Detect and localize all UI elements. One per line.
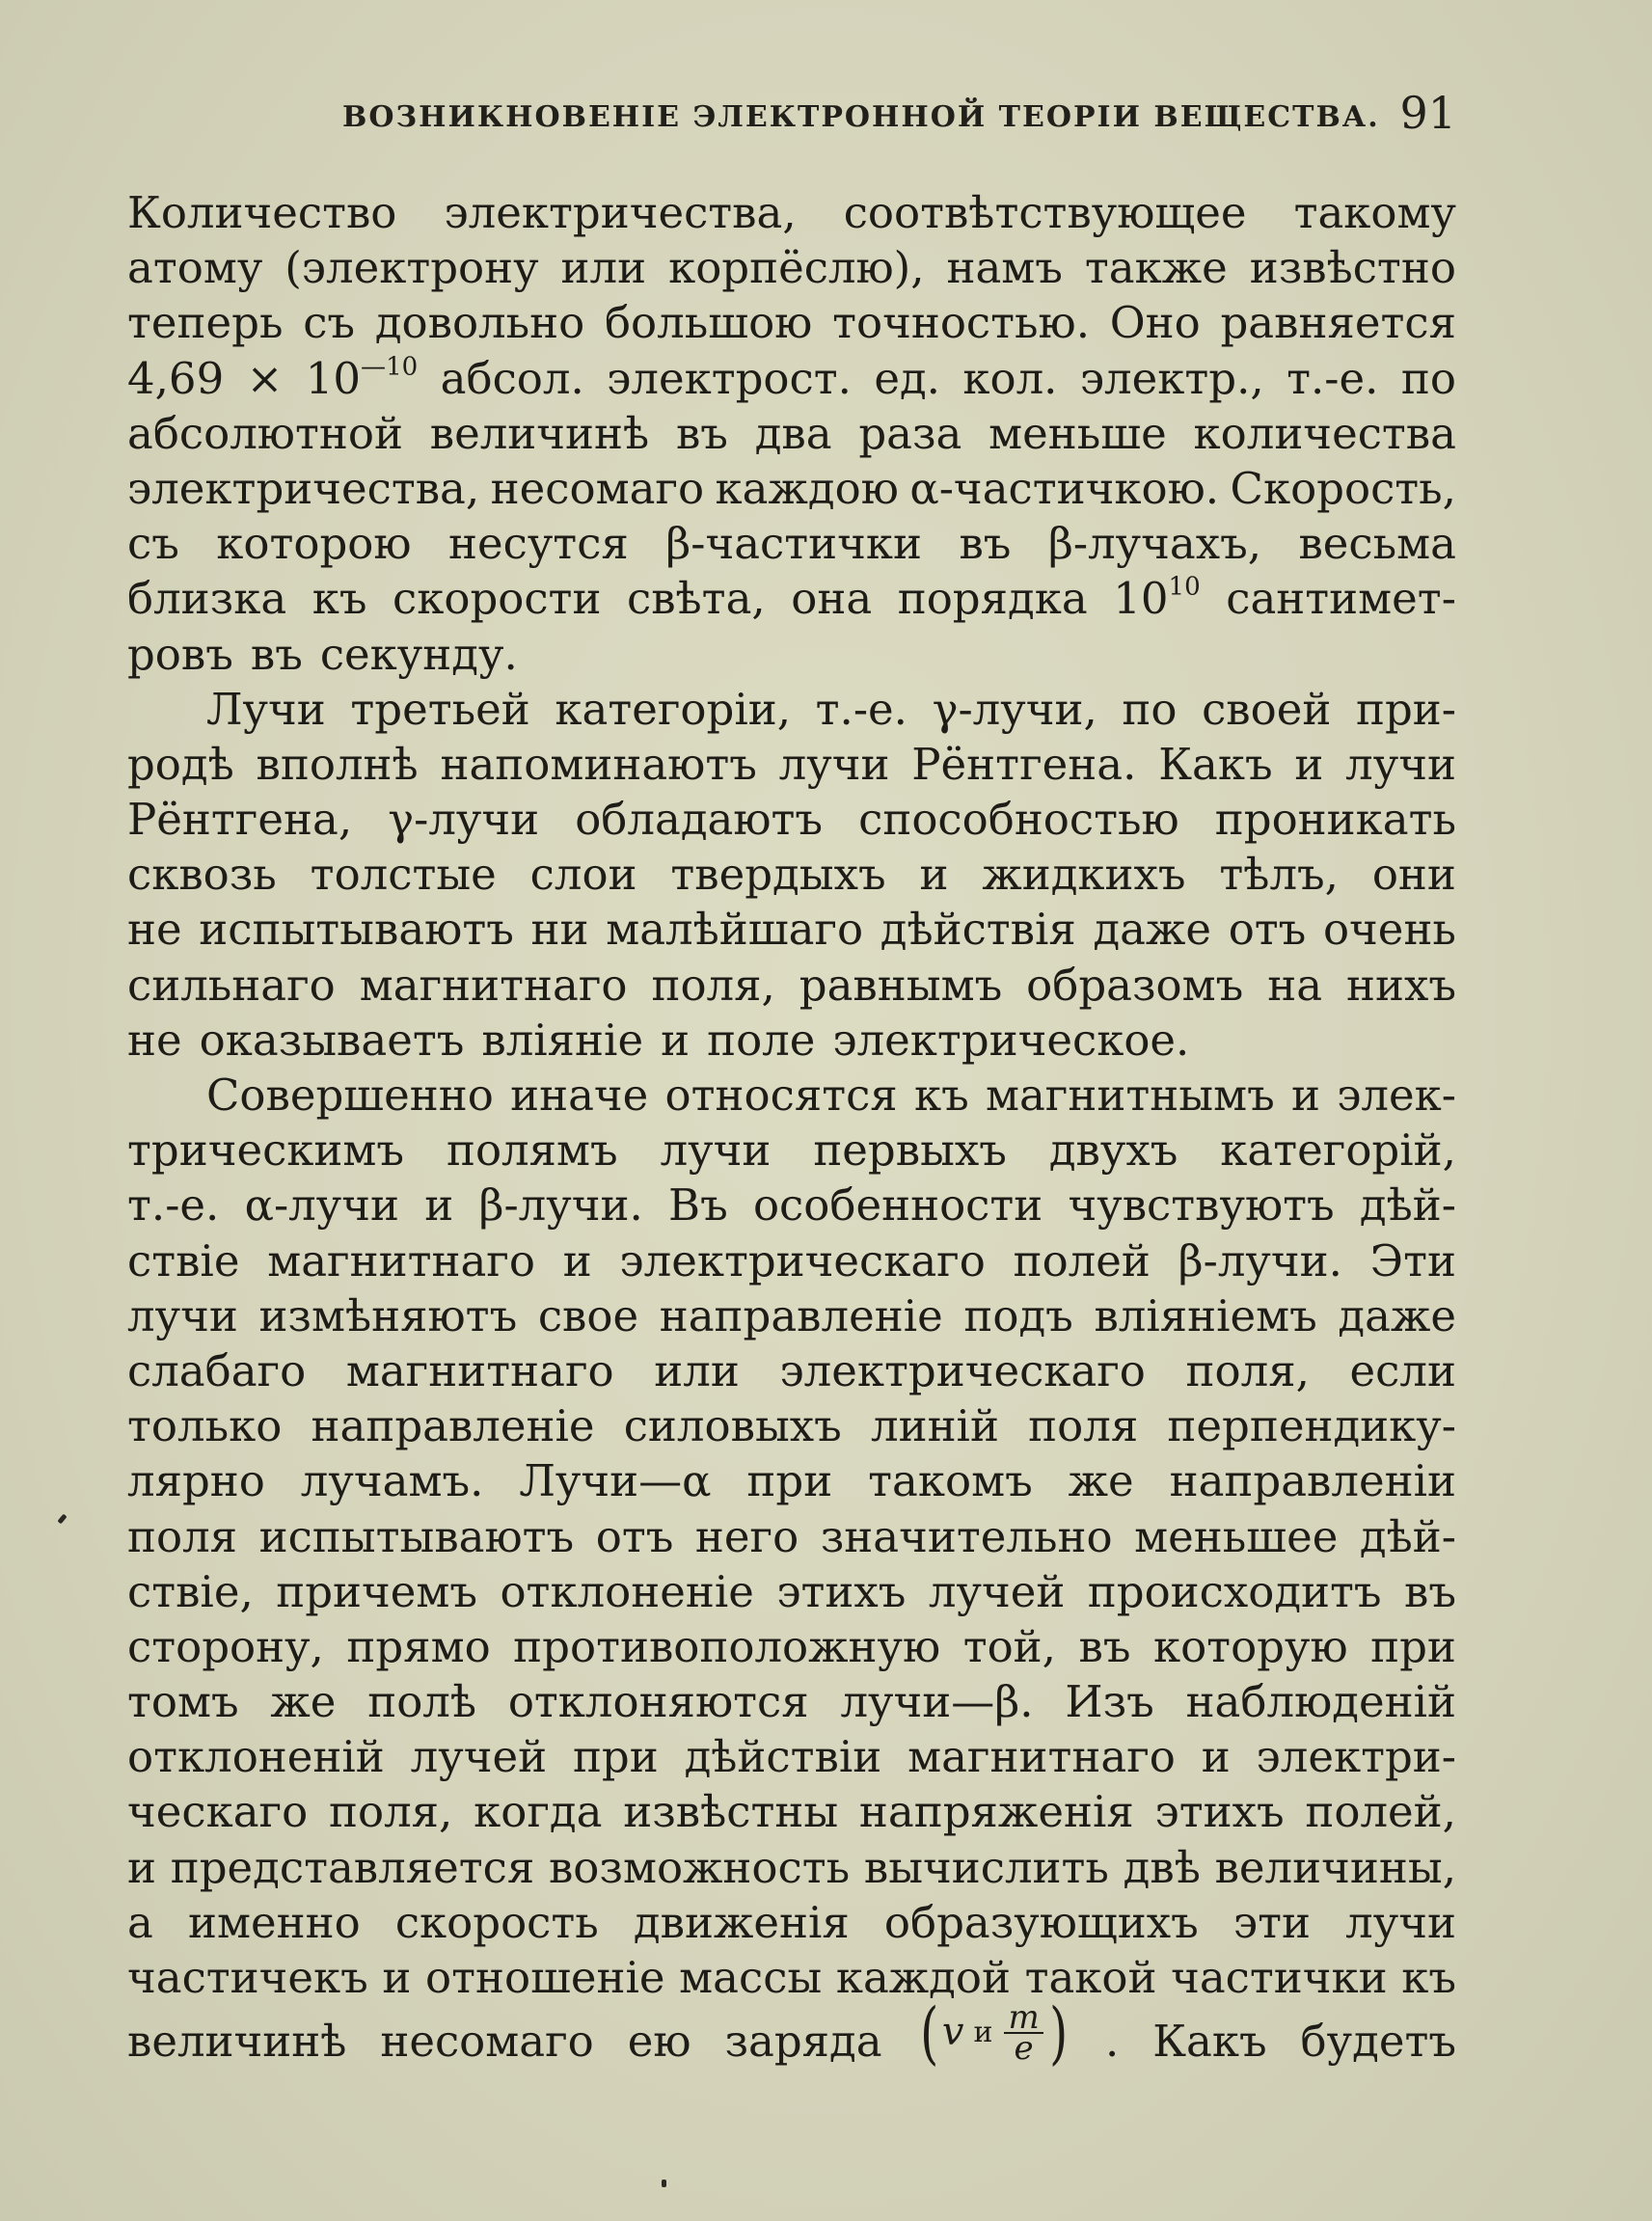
word: каждой [835, 1952, 1011, 2003]
word: даже [1338, 1289, 1456, 1341]
word: дѣйствіи [684, 1731, 882, 1783]
word: точностью. [832, 297, 1091, 349]
page-header [125, 87, 1456, 145]
word: въ [675, 407, 728, 459]
word: лучи [1345, 1896, 1456, 1948]
word: испытываютъ [199, 904, 514, 956]
word: меньшее [1134, 1510, 1339, 1562]
word: и [424, 1179, 454, 1232]
text-line [127, 1895, 1456, 1950]
word: эти [1232, 1896, 1311, 1948]
word: такомъ [868, 1455, 1033, 1507]
word: перпендику- [1167, 1400, 1456, 1452]
word: толстые [310, 849, 497, 901]
word: по [1122, 683, 1178, 735]
exponent: —10 [360, 352, 419, 381]
word: секунду. [319, 628, 518, 680]
word: Какъ [1152, 2015, 1267, 2067]
word: поля, [651, 959, 775, 1011]
word: когда [474, 1786, 603, 1838]
word: β-частички [665, 518, 922, 570]
word: поля, [1185, 1344, 1310, 1396]
word: отъ [595, 1510, 674, 1562]
word: не [127, 1014, 182, 1066]
word: вполнѣ [256, 738, 419, 790]
word: возможность [548, 1841, 851, 1893]
word: движенія [633, 1896, 850, 1948]
word: несомаго [380, 2015, 594, 2067]
word: частичекъ [127, 1952, 368, 2003]
word: намъ [946, 242, 1063, 294]
word: съ [303, 297, 356, 349]
word: ни [530, 904, 589, 956]
text-line [127, 1343, 1456, 1398]
word: лучи [1345, 738, 1456, 790]
word: извѣстно [1249, 242, 1456, 294]
word: раза [858, 407, 962, 459]
left-paren: ( [919, 1992, 938, 2072]
word: иначе [510, 1070, 649, 1121]
word: образомъ [1026, 959, 1244, 1011]
print-speck [662, 2180, 666, 2187]
text-line [127, 1233, 1456, 1288]
word: чувствуютъ [1068, 1179, 1335, 1232]
text-line [127, 571, 1456, 626]
word: или [654, 1344, 740, 1396]
word: же [270, 1676, 337, 1728]
word: третьей [350, 683, 530, 735]
word: отклоненій [127, 1731, 385, 1783]
word: лучи—β. [840, 1676, 1034, 1728]
word: частички [1171, 1952, 1388, 2003]
word: β-лучи. [1178, 1234, 1342, 1287]
word: этихъ [776, 1565, 907, 1617]
word: не [127, 904, 182, 956]
word-with-exponent [306, 351, 419, 406]
word: абсолютной [127, 407, 403, 459]
word: этихъ [1154, 1786, 1285, 1838]
text-line [127, 351, 1456, 406]
word-with-exponent [1113, 571, 1200, 626]
word: или [560, 242, 647, 294]
word: Совершенно [206, 1070, 494, 1121]
word: Скорость, [1230, 462, 1456, 514]
word: лучей [410, 1731, 548, 1783]
word: обладаютъ [575, 794, 824, 846]
text-line [127, 1619, 1456, 1674]
word: вычислить [863, 1841, 1109, 1893]
text-line [127, 1950, 1456, 2005]
fraction-denominator: e [1014, 2028, 1034, 2068]
word: той, [962, 1620, 1056, 1672]
text-line-with-formula [127, 1992, 1456, 2072]
word: жидкихъ [982, 849, 1186, 901]
text-line [127, 1453, 1456, 1508]
word: лучамъ. [300, 1455, 484, 1507]
word: категорій, [1220, 1124, 1456, 1177]
word: такой [1024, 1952, 1157, 2003]
word: малѣйшаго [606, 904, 864, 956]
text-line [127, 1729, 1456, 1784]
word: трическимъ [127, 1124, 405, 1177]
word: къ [311, 573, 367, 625]
word: довольно [374, 297, 585, 349]
word: ед. [874, 352, 940, 404]
word: напоминаютъ [440, 738, 757, 790]
word: даже [1093, 904, 1212, 956]
word: магнитнаго [267, 1234, 535, 1287]
word: два [754, 407, 832, 459]
text-line [127, 1013, 1456, 1068]
word: лучи [127, 1289, 238, 1341]
word: большою [604, 297, 813, 349]
word: равнымъ [799, 959, 1003, 1011]
word: порядка [897, 573, 1088, 625]
word: равняется [1220, 297, 1456, 349]
print-speck [57, 1514, 67, 1525]
word: только [127, 1400, 283, 1452]
word: величины, [1214, 1841, 1456, 1893]
word: Эти [1369, 1234, 1456, 1287]
word: скорости [393, 573, 602, 625]
word: (электрону [284, 242, 539, 294]
word: Рёнтгена. [911, 738, 1137, 790]
text-line [127, 1509, 1456, 1564]
word: дѣйствія [880, 904, 1076, 956]
word: и [382, 1952, 412, 2003]
word: заряда [724, 2015, 882, 2067]
word: скорость [394, 1896, 599, 1948]
word: представляется [170, 1841, 535, 1893]
word: проникать [1214, 794, 1456, 846]
word: напряженія [858, 1786, 1134, 1838]
word: полямъ [446, 1124, 618, 1177]
word: каждою [715, 462, 899, 514]
exponent-base: 10 [1113, 573, 1169, 625]
word: β-лучахъ, [1047, 518, 1262, 570]
word: кол. [962, 352, 1058, 404]
word: ствіе [127, 1234, 240, 1287]
word: въ [1404, 1565, 1456, 1617]
word: ровъ [127, 628, 233, 680]
word: × [246, 352, 284, 404]
word: соотвѣтствующее [843, 187, 1247, 238]
word: Лучи [206, 683, 326, 735]
word: ствіе, [127, 1565, 254, 1617]
word: причемъ [276, 1565, 478, 1617]
text-line [127, 240, 1456, 295]
text-line [127, 792, 1456, 847]
word: дѣй- [1359, 1510, 1456, 1562]
text-line [127, 1564, 1456, 1619]
word: силовыхъ [623, 1400, 842, 1452]
word: полѣ [367, 1676, 477, 1728]
word: испытываютъ [258, 1510, 575, 1562]
word: и [1290, 1070, 1320, 1121]
word: т.-е. [815, 683, 907, 735]
text-line [127, 1398, 1456, 1453]
word: при [746, 1455, 833, 1507]
word: сторону, [127, 1620, 324, 1672]
word: направленіи [1169, 1455, 1456, 1507]
word: и [562, 1234, 592, 1287]
word: электричества, [127, 462, 480, 514]
fraction-numerator: m [1004, 2003, 1043, 2034]
text-line [127, 958, 1456, 1013]
word: по [1400, 352, 1456, 404]
text-line [127, 682, 1456, 737]
word: слои [529, 849, 637, 901]
word: поля, [328, 1786, 453, 1838]
formula-and: и [973, 2016, 993, 2050]
word: свѣта, [627, 573, 766, 625]
running-title: ВОЗНИКНОВЕНІЕ ЭЛЕКТРОННОЙ ТЕОРІИ ВЕЩЕСТВА. [342, 100, 1380, 134]
word: поле [707, 1014, 816, 1066]
formula-v: v [941, 2010, 964, 2055]
word: элек- [1337, 1070, 1456, 1121]
word: своей [1202, 683, 1332, 735]
word: же [1068, 1455, 1134, 1507]
word: при- [1355, 683, 1456, 735]
word: вліяніемъ [1094, 1289, 1317, 1341]
text-line [127, 185, 1456, 240]
word: при [572, 1731, 659, 1783]
word: слабаго [127, 1344, 307, 1396]
text-line [127, 627, 1456, 682]
text-line [127, 1840, 1456, 1895]
text-line [127, 847, 1456, 902]
word: нихъ [1346, 959, 1456, 1011]
word: абсол. [440, 352, 584, 404]
word: если [1349, 1344, 1456, 1396]
word: Лучи—α [519, 1455, 712, 1507]
word: γ-лучи, [932, 683, 1097, 735]
word: сильнаго [127, 959, 336, 1011]
word: несутся [448, 518, 629, 570]
word: которую [1152, 1620, 1348, 1672]
word: сантимет- [1226, 573, 1456, 625]
word: магнитнымъ [985, 1070, 1275, 1121]
word: образующихъ [883, 1896, 1199, 1948]
word: особенности [752, 1179, 1043, 1232]
word: β-лучи. [478, 1179, 643, 1232]
word: ею [627, 2015, 691, 2067]
word: весьма [1298, 518, 1456, 570]
word: сквозь [127, 849, 277, 901]
word: отъ [1228, 904, 1307, 956]
word: Въ [668, 1179, 728, 1232]
word: тѣлъ, [1219, 849, 1339, 901]
text-line [127, 1068, 1456, 1123]
formula [916, 1992, 1071, 2072]
fraction [1004, 1997, 1043, 2068]
word: очень [1322, 904, 1456, 956]
word: значительно [820, 1510, 1113, 1562]
word: α-частичкою. [909, 462, 1220, 514]
word: въ [959, 518, 1012, 570]
word: къ [913, 1070, 969, 1121]
word: полей [1013, 1234, 1151, 1287]
word: съ [127, 518, 179, 570]
word: и [919, 849, 949, 901]
word: двухъ [1048, 1124, 1178, 1177]
word: категоріи, [555, 683, 792, 735]
word: электрическаго [619, 1234, 986, 1287]
text-line [127, 1178, 1456, 1232]
word: оказываетъ [199, 1014, 465, 1066]
word: электрост. [607, 352, 852, 404]
word: измѣняютъ [258, 1289, 518, 1341]
word: они [1371, 849, 1456, 901]
text-line [127, 295, 1456, 350]
word: количества [1193, 407, 1456, 459]
word: несомаго [490, 462, 705, 514]
word: вліяніе [481, 1014, 644, 1066]
word: Количество [127, 187, 397, 238]
word: способностью [858, 794, 1179, 846]
word: полей, [1305, 1786, 1456, 1838]
word: меньше [988, 407, 1167, 459]
word: прямо [346, 1620, 491, 1672]
word: она [791, 573, 873, 625]
word: него [694, 1510, 799, 1562]
word: γ-лучи [388, 794, 540, 846]
word: родѣ [127, 738, 234, 790]
word: атому [127, 242, 263, 294]
text-line [127, 1674, 1456, 1729]
word: которою [216, 518, 412, 570]
word: при [1370, 1620, 1456, 1672]
word: и [661, 1014, 691, 1066]
word: поля [127, 1510, 238, 1562]
text-line [127, 1123, 1456, 1178]
exponent-base: 10 [305, 352, 361, 404]
word: и [1294, 738, 1324, 790]
text-line [127, 461, 1456, 516]
word: поля [1028, 1400, 1139, 1452]
word: отклоняются [507, 1676, 809, 1728]
word: магнитнаго [359, 959, 628, 1011]
word: извѣстны [623, 1786, 839, 1838]
word: направленіе [659, 1289, 943, 1341]
text-line [127, 1784, 1456, 1839]
word: Какъ [1158, 738, 1273, 790]
word: дѣй- [1359, 1179, 1456, 1232]
body-text [127, 185, 1456, 2072]
word: отклоненіе [500, 1565, 754, 1617]
page-number: 91 [1399, 87, 1456, 139]
word: а [127, 1896, 153, 1948]
word: происходитъ [1087, 1565, 1382, 1617]
word: лярно [127, 1455, 265, 1507]
word: въ [1078, 1620, 1131, 1672]
word: α-лучи [244, 1179, 399, 1232]
word: двѣ [1123, 1841, 1201, 1893]
word: линій [870, 1400, 999, 1452]
right-paren: ) [1048, 1992, 1068, 2072]
word: 4,69 [127, 352, 225, 404]
word: первыхъ [813, 1124, 1007, 1177]
text-line [127, 406, 1456, 461]
word: лучи [778, 738, 890, 790]
text-line [127, 1288, 1456, 1343]
word: и [1201, 1731, 1231, 1783]
word: лучей [928, 1565, 1066, 1617]
word: магнитнаго [345, 1344, 614, 1396]
word: теперь [127, 297, 284, 349]
text-line [127, 737, 1456, 792]
word: наблюденій [1185, 1676, 1456, 1728]
word: твердыхъ [670, 849, 886, 901]
word: лучи [660, 1124, 772, 1177]
word: подъ [963, 1289, 1073, 1341]
word: корпёслю), [668, 242, 925, 294]
word: т.-е. [127, 1179, 220, 1232]
word: противоположную [513, 1620, 941, 1672]
word: т.-е. [1286, 352, 1379, 404]
text-line [127, 516, 1456, 571]
word: свое [537, 1289, 639, 1341]
word: электрическаго [779, 1344, 1146, 1396]
word: Оно [1109, 297, 1201, 349]
word: электричества, [444, 187, 797, 238]
exponent: 10 [1168, 572, 1201, 602]
word: величинѣ [127, 2015, 347, 2067]
word: томъ [127, 1676, 239, 1728]
word: также [1084, 242, 1228, 294]
word: именно [187, 1896, 361, 1948]
word: магнитнаго [907, 1731, 1176, 1783]
word: и [127, 1841, 156, 1893]
word: къ [1401, 1952, 1456, 2003]
word: близка [127, 573, 287, 625]
word: электрическое. [832, 1014, 1190, 1066]
text-line [127, 902, 1456, 957]
word: относятся [664, 1070, 898, 1121]
word: электр., [1079, 352, 1264, 404]
word: Рёнтгена, [127, 794, 353, 846]
word: Изъ [1065, 1676, 1154, 1728]
word: массы [679, 1952, 823, 2003]
word: отношеніе [425, 1952, 665, 2003]
word: такому [1293, 187, 1456, 238]
word: величинѣ [429, 407, 650, 459]
word: на [1267, 959, 1323, 1011]
word: въ [250, 628, 303, 680]
word: будетъ [1300, 2015, 1456, 2067]
word: направленіе [311, 1400, 595, 1452]
word: электри- [1256, 1731, 1456, 1783]
word: . [1104, 2015, 1120, 2067]
word: ческаго [127, 1786, 309, 1838]
